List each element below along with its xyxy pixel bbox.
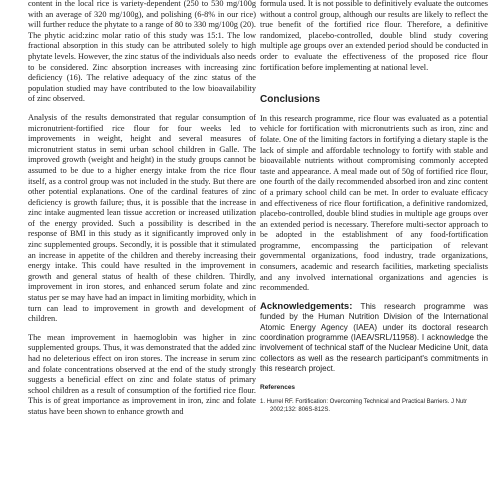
conclusions-heading: Conclusions bbox=[260, 94, 321, 106]
reference-item: 1. Hurrel RF. Fortification: Overcoming Technical and Practical Barriers. J Nutr 2002;132: 806S-812S. bbox=[260, 399, 467, 413]
paragraph: formula used. It is not possible to definitively evaluate the outcomes without a control group, although our results are likely to reflect the true benefit of the fortified rice flour. Therefore, a definitive randomized, placebo-controlled, double blind study covering multiple age groups over an extended period should be conducted in order to evaluate the effectiveness of the proposed rice flour fortification before implementing at national level. bbox=[260, 0, 488, 72]
acknowledgements-heading: Acknowledgements: bbox=[260, 300, 353, 312]
conclusions-paragraph: In this research programme, rice flour was evaluated as a potential vehicle for fortification with micronutrients such as iron, zinc and folate. One of the limiting factors in fortifying a dietary staple is the lack of simple and affordable technology to fortify with stable and bioavailable nutrients without compromising commonly accepted taste and appearance. A meal made out of 50g of fortified rice flour, one fourth of the daily recommended absorbed iron and zinc content of a primary school child can be met. In order to evaluate efficacy and effectiveness of rice flour fortification, a definitive randomized, placebo-controlled, double blind studies in multiple age groups over an extended period is necessary. Therefore multi-sector approach to be adopted in the establishment of any food-fortification programme, encompassing the participation of relevant governmental organizations, food industry, trade organizations, consumers, academic and research facilities, marketing specialists and any involved international organizations and agencies is recommended. bbox=[260, 113, 488, 293]
acknowledgements bbox=[260, 302, 488, 375]
paragraph: The mean improvement in haemoglobin was higher in zinc supplemented groups. Thus, it was demonstrated that the added zinc had no deleterious effect on iron stores. The increase in serum zinc and folate concentrations observed at the end of the study strongly suggests a beneficial effect on zinc and folate status of primary school children as a result of consumption of the fortified rice flour. This is of great importance as improvement in iron, zinc and folate status have been shown to enhance growth and bbox=[28, 332, 256, 416]
acknowledgements-text: This research programme was funded by the Human Nutrition Division of the International Atomic Energy Agency (IAEA) under its doctoral research coordination programme (IAEA/SRL/11958). I acknowledge the involvement of technical staff of the Nuclear Medicine Unit, data collectors as well as the research participant's commitments in this research project. bbox=[260, 301, 488, 374]
references-heading: References bbox=[260, 383, 296, 391]
paragraph: content in the local rice is variety-dependent (250 to 530 mg/100g with an average of 320 mg/100g), and polishing (6-8% in our rice) will further reduce the phytate to a range of 80 to 330 mg/100g (20). The phytic acid:zinc molar ratio of this study was 15:1. The low fractional absorption in this study can be attributed solely to high phytate levels. However, the zinc status of the individuals also needs to be considered. Zinc absorption increases with increasing zinc deficiency (16). The relative adequacy of the zinc status of the population studied may have contributed to the low bioavailability of zinc observed. bbox=[28, 0, 256, 104]
right-column bbox=[260, 0, 488, 414]
paragraph: Analysis of the results demonstrated that regular consumption of micronutrient-fortified rice flour for four weeks led to improvements in weight, height and several measures of micronutrient status in semi urban school children in Galle. The improved growth (weight and height) in the study groups cannot be assumed to be due to a higher energy intake from the rice flour itself, as a control group was not included in the study. But there are other potential explanations. One of the cardinal features of zinc deficiency is growth failure; thus, it is possible that the increase in zinc intake augmented lean tissue accretion or increased utilization of the energy provided. Such a possibility is described in the response of BMI in this study as it significantly improved only in zinc supplemented groups. Secondly, it is possible that it stimulated an increase in appetite of the children and thereby increasing their energy intake. This could have resulted in the improvement in growth and general status of health of these children. Thirdly, improvement in iron stores, and enhanced serum folate and zinc status per se may have had an impact in limiting morbidity, which in turn can lead to improvement in growth and development of children. bbox=[28, 112, 256, 324]
left-column bbox=[28, 0, 256, 426]
